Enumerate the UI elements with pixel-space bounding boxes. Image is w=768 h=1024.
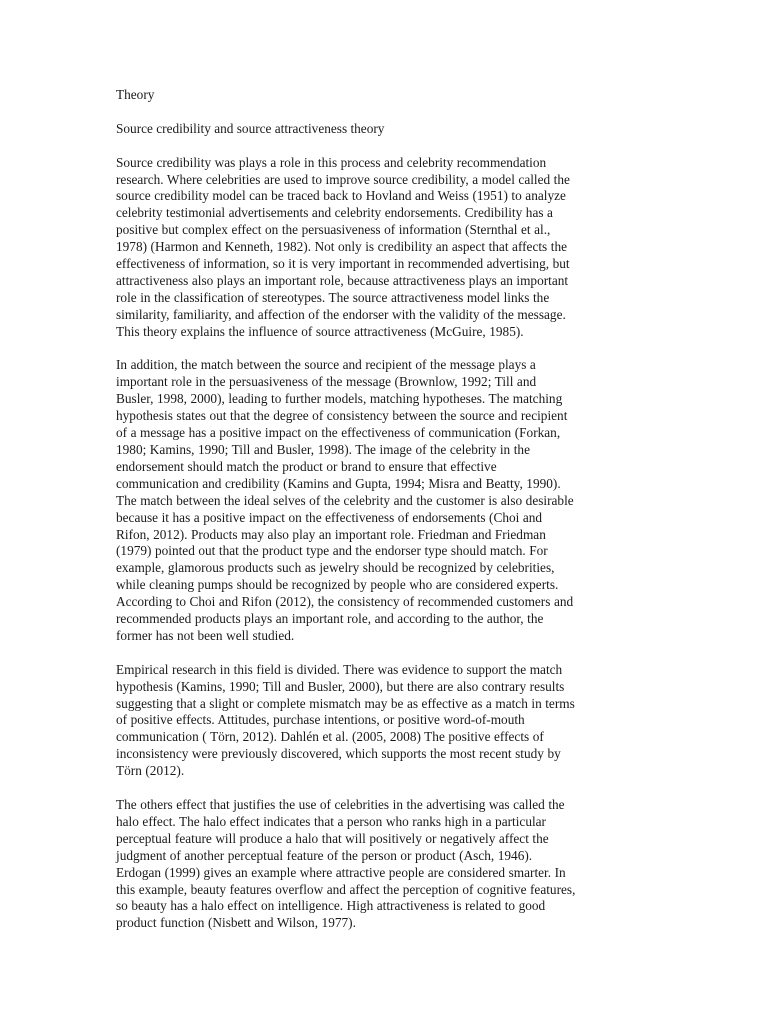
paragraph-line: celebrity testimonial advertisements and celebrity endorsements. Credibility has a: [116, 205, 553, 221]
paragraph-line: former has not been well studied.: [116, 627, 295, 643]
paragraph-line: source credibility model can be traced back to Hovland and Weiss (1951) to analyze: [116, 188, 566, 204]
paragraph: [116, 797, 650, 932]
paragraph-line: In addition, the match between the source and recipient of the message plays a: [116, 357, 536, 373]
paragraph-line: positive but complex effect on the persuasiveness of information (Sternthal et al.,: [116, 222, 551, 238]
paragraph-line: product function (Nisbett and Wilson, 1977).: [116, 915, 356, 931]
paragraph-line: endorsement should match the product or brand to ensure that effective: [116, 458, 497, 474]
paragraph-line: halo effect. The halo effect indicates that a person who ranks high in a particular: [116, 813, 546, 829]
paragraph: [116, 155, 650, 341]
paragraph-line: The match between the ideal selves of the celebrity and the customer is also desirable: [116, 492, 574, 508]
paragraph-line: of a message has a positive impact on the effectiveness of communication (Forkan,: [116, 425, 561, 441]
paragraph-line: research. Where celebrities are used to improve source credibility, a model called the: [116, 171, 570, 187]
paragraph-line: this example, beauty features overflow and affect the perception of cognitive features,: [116, 881, 576, 897]
paragraph-line: similarity, familiarity, and affection of the endorser with the validity of the message.: [116, 306, 566, 322]
section-heading: Theory: [116, 87, 155, 102]
paragraph-line: so beauty has a halo effect on intelligence. High attractiveness is related to good: [116, 898, 546, 914]
paragraph-line: effectiveness of information, so it is very important in recommended advertising, but: [116, 256, 570, 272]
paragraph-line: suggesting that a slight or complete mismatch may be as effective as a match in terms: [116, 695, 575, 711]
paragraph-line: Busler, 1998, 2000), leading to further models, matching hypotheses. The matching: [116, 391, 563, 407]
document-page: [116, 87, 650, 949]
paragraph-line: judgment of another perceptual feature of the person or product (Asch, 1946).: [116, 847, 533, 863]
paragraph: [116, 357, 650, 644]
paragraph-line: According to Choi and Rifon (2012), the consistency of recommended customers and: [116, 594, 574, 610]
paragraph-line: inconsistency were previously discovered, which supports the most recent study by: [116, 746, 561, 762]
paragraph-line: Empirical research in this field is divided. There was evidence to support the match: [116, 661, 563, 677]
paragraph-line: hypothesis (Kamins, 1990; Till and Busler, 2000), but there are also contrary results: [116, 678, 565, 694]
paragraph-line: attractiveness also plays an important role, because attractiveness plays an important: [116, 272, 569, 288]
paragraph-line: Erdogan (1999) gives an example where attractive people are considered smarter. In: [116, 864, 566, 880]
paragraph-line: Rifon, 2012). Products may also play an important role. Friedman and Friedman: [116, 526, 546, 542]
body-text: [116, 155, 650, 933]
paragraph-line: Source credibility was plays a role in this process and celebrity recommendation: [116, 154, 547, 170]
paragraph-line: important role in the persuasiveness of the message (Brownlow, 1992; Till and: [116, 374, 537, 390]
paragraph-line: 1980; Kamins, 1990; Till and Busler, 1998). The image of the celebrity in the: [116, 441, 530, 457]
paragraph-line: (1979) pointed out that the product type and the endorser type should match. For: [116, 543, 548, 559]
paragraph-line: communication ( Törn, 2012). Dahlén et al. (2005, 2008) The positive effects of: [116, 729, 544, 745]
paragraph-line: while cleaning pumps should be recognized by people who are considered experts.: [116, 577, 559, 593]
paragraph-line: The others effect that justifies the use of celebrities in the advertising was called the: [116, 796, 565, 812]
paragraph-line: because it has a positive impact on the effectiveness of endorsements (Choi and: [116, 509, 543, 525]
paragraph-line: role in the classification of stereotypes. The source attractiveness model links the: [116, 289, 550, 305]
paragraph-line: example, glamorous products such as jewelry should be recognized by celebrities,: [116, 560, 555, 576]
paragraph-line: This theory explains the influence of source attractiveness (McGuire, 1985).: [116, 323, 524, 339]
section-subheading: Source credibility and source attractiveness theory: [116, 120, 385, 136]
paragraph-line: of positive effects. Attitudes, purchase intentions, or positive word-of-mouth: [116, 712, 525, 728]
paragraph: [116, 662, 650, 780]
paragraph-line: perceptual feature will produce a halo that will positively or negatively affect the: [116, 830, 549, 846]
paragraph-line: communication and credibility (Kamins and Gupta, 1994; Misra and Beatty, 1990).: [116, 475, 561, 491]
paragraph-line: Törn (2012).: [116, 763, 185, 779]
paragraph-line: hypothesis states out that the degree of consistency between the source and recipient: [116, 408, 568, 424]
paragraph-line: recommended products plays an important role, and according to the author, the: [116, 611, 544, 627]
paragraph-line: 1978) (Harmon and Kenneth, 1982). Not only is credibility an aspect that affects the: [116, 239, 567, 255]
